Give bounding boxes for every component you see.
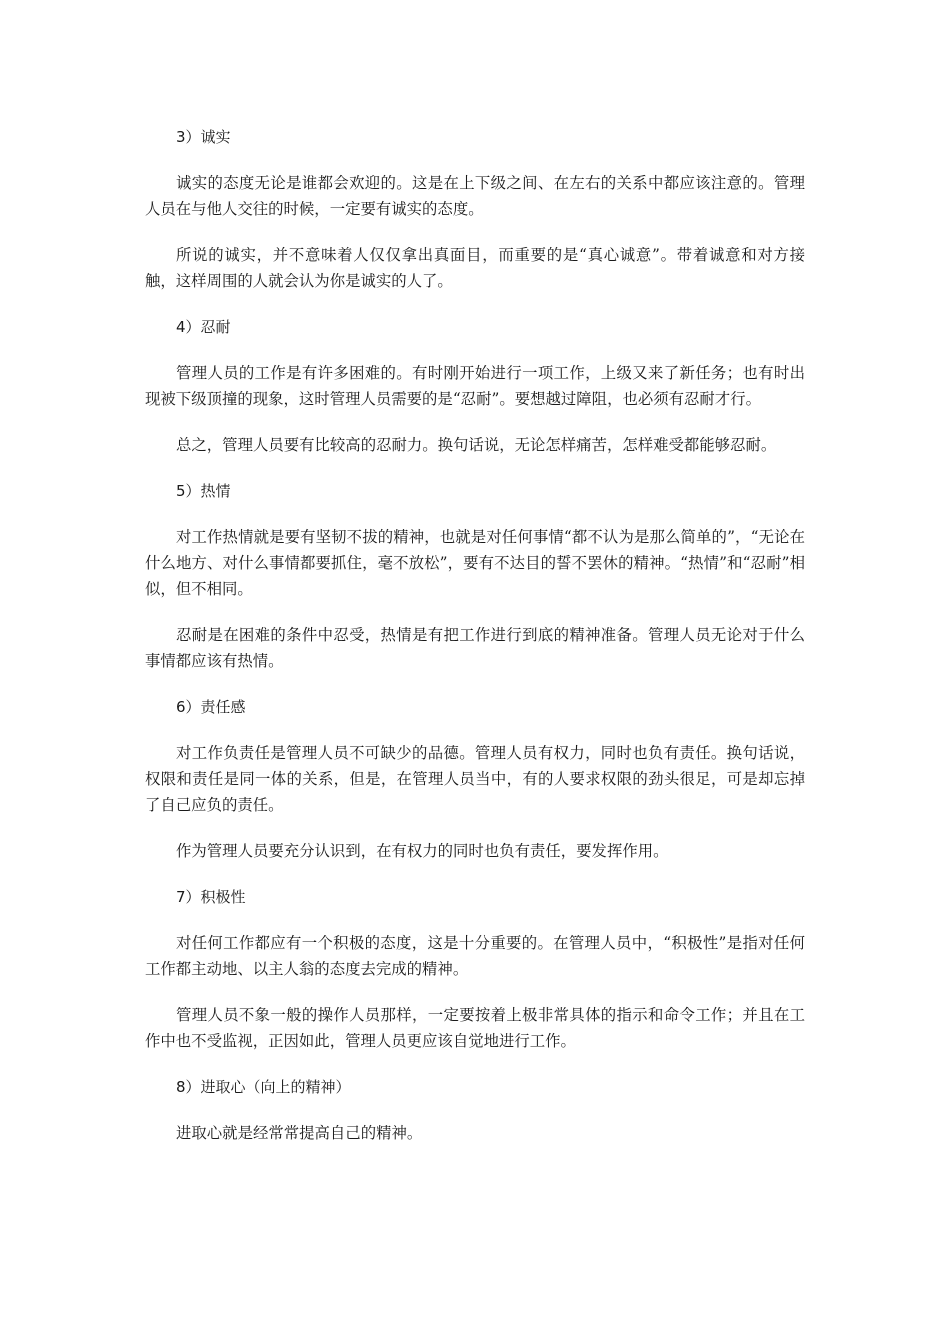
paragraph: 所说的诚实，并不意味着人仅仅拿出真面目，而重要的是“真心诚意”。带着诚意和对方接触，这样周围的人就会认为你是诚实的人了。 xyxy=(145,246,805,290)
section-heading: 6）责任感 xyxy=(176,698,246,716)
paragraph: 总之，管理人员要有比较高的忍耐力。换句话说，无论怎样痛苦，怎样难受都能够忍耐。 xyxy=(176,436,777,454)
paragraph: 对工作负责任是管理人员不可缺少的品德。管理人员有权力，同时也负有责任。换句话说，权限和责任是同一体的关系，但是，在管理人员当中，有的人要求权限的劲头很足，可是却忘掉了自己应负的责任。 xyxy=(145,744,805,814)
section-enthusiasm xyxy=(145,478,805,674)
paragraph: 对任何工作都应有一个积极的态度，这是十分重要的。在管理人员中，“积极性”是指对任何工作都主动地、以主人翁的态度去完成的精神。 xyxy=(145,934,805,978)
paragraph: 忍耐是在困难的条件中忍受，热情是有把工作进行到底的精神准备。管理人员无论对于什么事情都应该有热情。 xyxy=(145,626,805,670)
paragraph: 进取心就是经常常提高自己的精神。 xyxy=(176,1124,423,1142)
section-honesty xyxy=(145,124,805,294)
paragraph: 诚实的态度无论是谁都会欢迎的。这是在上下级之间、在左右的关系中都应该注意的。管理人员在与他人交往的时候，一定要有诚实的态度。 xyxy=(145,174,805,218)
document-body xyxy=(145,124,805,1166)
paragraph: 对工作热情就是要有坚韧不拔的精神，也就是对任何事情“都不认为是那么简单的”，“无论在什么地方、对什么事情都要抓住，毫不放松”，要有不达目的誓不罢休的精神。“热情”和“忍耐”相似，但不相同。 xyxy=(145,528,805,598)
section-heading: 8）进取心（向上的精神） xyxy=(176,1078,351,1096)
section-ambition xyxy=(145,1074,805,1146)
paragraph: 管理人员的工作是有许多困难的。有时刚开始进行一项工作，上级又来了新任务；也有时出现被下级顶撞的现象，这时管理人员需要的是“忍耐”。要想越过障阻，也必须有忍耐才行。 xyxy=(145,364,805,408)
section-heading: 5）热情 xyxy=(176,482,231,500)
section-patience xyxy=(145,314,805,458)
section-responsibility xyxy=(145,694,805,864)
paragraph: 管理人员不象一般的操作人员那样，一定要按着上极非常具体的指示和命令工作；并且在工作中也不受监视，正因如此，管理人员更应该自觉地进行工作。 xyxy=(145,1006,805,1050)
section-heading: 7）积极性 xyxy=(176,888,246,906)
paragraph: 作为管理人员要充分认识到，在有权力的同时也负有责任，要发挥作用。 xyxy=(176,842,669,860)
section-heading: 3）诚实 xyxy=(176,128,231,146)
section-initiative xyxy=(145,884,805,1054)
section-heading: 4）忍耐 xyxy=(176,318,231,336)
